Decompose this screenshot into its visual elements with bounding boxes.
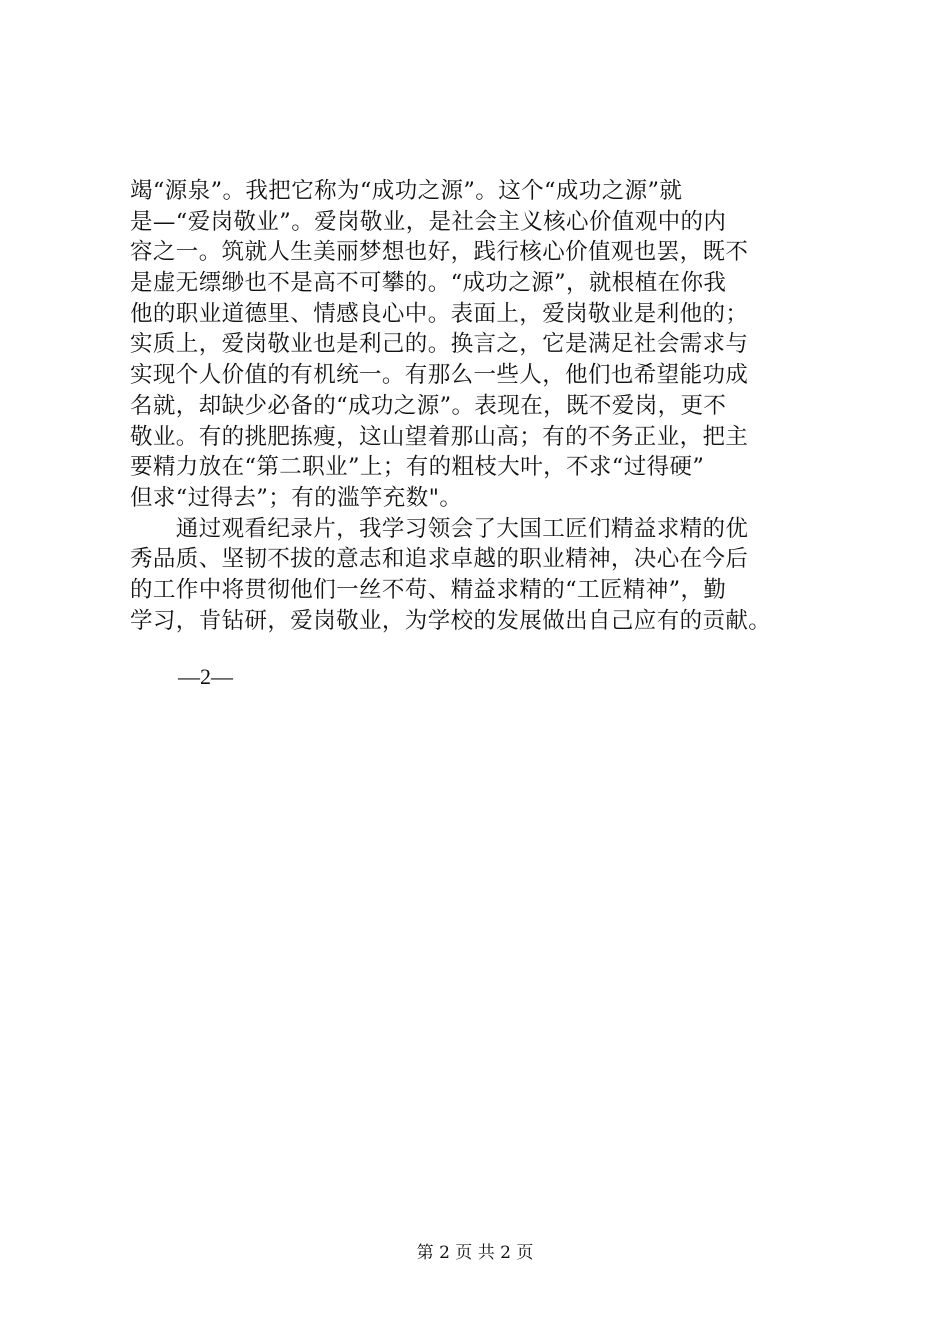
text-line: 学习，肯钻研，爱岗敬业，为学校的发展做出自己应有的贡献。 (130, 607, 772, 634)
text-line: 但求“过得去”；有的滥竽充数"。 (130, 484, 463, 511)
text-line: 要精力放在“第二职业”上；有的粗枝大叶，不求“过得硬” (130, 454, 705, 481)
text-line: 竭“源泉”。我把它称为“成功之源”。这个“成功之源”就 (130, 178, 683, 204)
text-line: 的工作中将贯彻他们一丝不苟、精益求精的“工匠精神”，勤 (130, 576, 727, 603)
text-line: 是—“爱岗敬业”。爱岗敬业，是社会主义核心价值观中的内 (130, 208, 727, 235)
text-line: 他的职业道德里、情感良心中。表面上，爱岗敬业是利他的； (130, 300, 749, 327)
text-line: 是虚无缥缈也不是高不可攀的。“成功之源”，就根植在你我 (130, 270, 727, 297)
text-line: 容之一。筑就人生美丽梦想也好，践行核心价值观也罢，既不 (130, 239, 749, 266)
text-line: 敬业。有的挑肥拣瘦，这山望着那山高；有的不务正业，把主 (130, 423, 749, 450)
page-number-marker: —2— (178, 664, 233, 689)
body-text (130, 176, 842, 636)
text-line: 秀品质、坚韧不拔的意志和追求卓越的职业精神，决心在今后 (130, 546, 749, 573)
text-line: 实现个人价值的有机统一。有那么一些人，他们也希望能功成 (130, 362, 749, 389)
page-footer: 第 2 页 共 2 页 (416, 1243, 534, 1263)
text-line: 实质上，爱岗敬业也是利己的。换言之，它是满足社会需求与 (130, 331, 749, 358)
text-line: 通过观看纪录片，我学习领会了大国工匠们精益求精的优 (130, 515, 749, 542)
text-line: 名就，却缺少必备的“成功之源”。表现在，既不爱岗，更不 (130, 392, 727, 419)
